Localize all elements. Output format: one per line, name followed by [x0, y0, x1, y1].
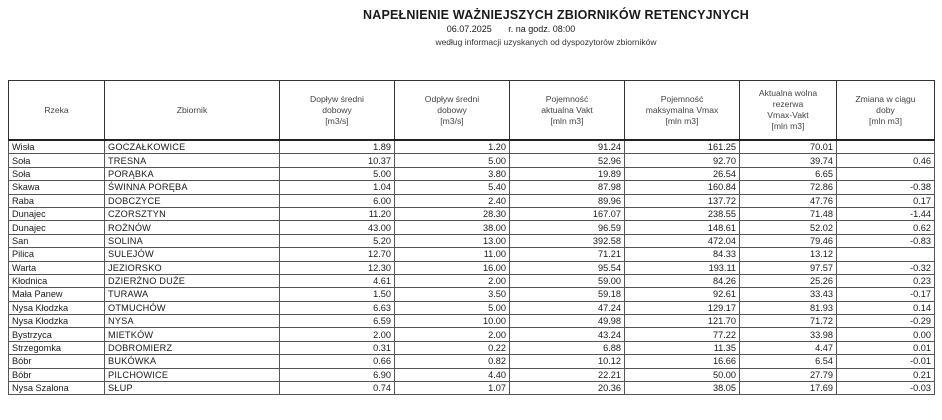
cell-vmax: 161.25 — [625, 140, 740, 154]
cell-rezerwa: 17.69 — [740, 382, 837, 395]
table-row — [9, 341, 935, 354]
cell-zbiornik: OTMUCHÓW — [105, 301, 280, 314]
cell-zbiornik: DOBROMIERZ — [105, 341, 280, 354]
report-time: r. na godz. 08:00 — [508, 24, 576, 34]
column-header-vakt — [510, 81, 625, 141]
cell-rezerwa: 79.46 — [740, 234, 837, 247]
cell-rzeka: Nysa Kłodzka — [9, 315, 105, 328]
cell-zmiana: -0.32 — [837, 261, 935, 274]
cell-vakt: 10.12 — [510, 355, 625, 368]
cell-rezerwa: 47.76 — [740, 194, 837, 207]
cell-vmax: 11.35 — [625, 341, 740, 354]
column-header-line: [mln m3] — [550, 115, 584, 126]
cell-zbiornik: TRESNA — [105, 154, 280, 167]
cell-zmiana: 0.21 — [837, 368, 935, 381]
cell-rzeka: Soła — [9, 167, 105, 180]
cell-doplyw: 0.66 — [280, 355, 395, 368]
cell-vmax: 121.70 — [625, 315, 740, 328]
table-row — [9, 167, 935, 180]
cell-doplyw: 5.00 — [280, 167, 395, 180]
cell-vakt: 95.54 — [510, 261, 625, 274]
column-header-odplyw — [395, 81, 510, 141]
cell-odplyw: 0.82 — [395, 355, 510, 368]
cell-vmax: 129.17 — [625, 301, 740, 314]
cell-odplyw: 16.00 — [395, 261, 510, 274]
cell-vakt: 20.36 — [510, 382, 625, 395]
document-header — [0, 8, 942, 47]
table-row — [9, 181, 935, 194]
column-header-line: Zbiornik — [176, 104, 208, 115]
table-row — [9, 274, 935, 287]
table-row — [9, 261, 935, 274]
cell-zmiana: 0.23 — [837, 274, 935, 287]
cell-rezerwa: 13.12 — [740, 248, 837, 261]
cell-vmax: 77.22 — [625, 328, 740, 341]
cell-odplyw: 4.40 — [395, 368, 510, 381]
cell-vakt: 91.24 — [510, 140, 625, 154]
cell-zmiana — [837, 248, 935, 261]
column-header-line: aktualna Vakt — [541, 104, 593, 115]
cell-doplyw: 4.61 — [280, 274, 395, 287]
cell-zbiornik: ŚWINNA PORĘBA — [105, 181, 280, 194]
column-header-line: [m3/s] — [440, 115, 464, 126]
column-header-line: rezerwa — [772, 99, 804, 109]
cell-rezerwa: 71.48 — [740, 207, 837, 220]
cell-vakt: 22.21 — [510, 368, 625, 381]
cell-vakt: 59.00 — [510, 274, 625, 287]
cell-rzeka: Kłodnica — [9, 274, 105, 287]
column-header-rzeka — [9, 81, 105, 141]
table-row — [9, 140, 935, 154]
cell-rzeka: Pilica — [9, 248, 105, 261]
cell-rzeka: Bystrzyca — [9, 328, 105, 341]
cell-odplyw: 10.00 — [395, 315, 510, 328]
cell-vmax: 472.04 — [625, 234, 740, 247]
column-header-line: Pojemność — [660, 93, 704, 104]
cell-rzeka: Skawa — [9, 181, 105, 194]
column-header-line: Pojemność — [545, 93, 589, 104]
cell-rezerwa: 33.98 — [740, 328, 837, 341]
cell-odplyw: 28.30 — [395, 207, 510, 220]
column-header-line: dobowy — [437, 104, 467, 115]
cell-doplyw: 1.89 — [280, 140, 395, 154]
cell-odplyw: 13.00 — [395, 234, 510, 247]
cell-rzeka: Nysa Kłodzka — [9, 301, 105, 314]
document-title: NAPEŁNIENIE WAŻNIEJSZYCH ZBIORNIKÓW RETENCYJNYCH — [362, 8, 750, 22]
table-row — [9, 288, 935, 301]
cell-zmiana: -0.83 — [837, 234, 935, 247]
cell-vmax: 148.61 — [625, 221, 740, 234]
cell-vakt: 59.18 — [510, 288, 625, 301]
cell-vakt: 89.96 — [510, 194, 625, 207]
cell-rzeka: Nysa Szalona — [9, 382, 105, 395]
cell-zmiana: -0.38 — [837, 181, 935, 194]
cell-zbiornik: CZORSZTYN — [105, 207, 280, 220]
cell-vakt: 43.24 — [510, 328, 625, 341]
cell-odplyw: 0.22 — [395, 341, 510, 354]
column-header-zbiornik — [105, 81, 280, 141]
cell-zbiornik: SULEJÓW — [105, 248, 280, 261]
cell-doplyw: 2.00 — [280, 328, 395, 341]
cell-rezerwa: 70.01 — [740, 140, 837, 154]
cell-odplyw: 3.80 — [395, 167, 510, 180]
cell-rzeka: Raba — [9, 194, 105, 207]
cell-zbiornik: PORĄBKA — [105, 167, 280, 180]
table-row — [9, 234, 935, 247]
column-header-rezerwa — [740, 81, 837, 141]
cell-odplyw: 5.00 — [395, 301, 510, 314]
cell-zmiana: -0.03 — [837, 382, 935, 395]
reservoir-table — [8, 80, 935, 395]
cell-vmax: 193.11 — [625, 261, 740, 274]
column-header-line: Dopływ średni — [310, 93, 364, 104]
cell-zbiornik: ROŻNÓW — [105, 221, 280, 234]
table-row — [9, 382, 935, 395]
cell-rzeka: Wisła — [9, 140, 105, 154]
cell-zmiana: 0.00 — [837, 328, 935, 341]
cell-zbiornik: JEZIORSKO — [105, 261, 280, 274]
cell-rzeka: Bóbr — [9, 368, 105, 381]
cell-rezerwa: 39.74 — [740, 154, 837, 167]
cell-doplyw: 5.20 — [280, 234, 395, 247]
column-header-line: Odpływ średni — [424, 93, 480, 104]
cell-vakt: 52.96 — [510, 154, 625, 167]
cell-doplyw: 12.70 — [280, 248, 395, 261]
cell-rzeka: Strzegomka — [9, 341, 105, 354]
cell-vmax: 160.84 — [625, 181, 740, 194]
report-date: 06.07.2025 — [446, 24, 492, 34]
table-row — [9, 368, 935, 381]
cell-zbiornik: SOLINA — [105, 234, 280, 247]
cell-vmax: 16.66 — [625, 355, 740, 368]
cell-vakt: 71.21 — [510, 248, 625, 261]
cell-vakt: 167.07 — [510, 207, 625, 220]
cell-odplyw: 2.40 — [395, 194, 510, 207]
cell-rezerwa: 81.93 — [740, 301, 837, 314]
table-row — [9, 248, 935, 261]
cell-doplyw: 0.31 — [280, 341, 395, 354]
cell-doplyw: 11.20 — [280, 207, 395, 220]
cell-odplyw: 11.00 — [395, 248, 510, 261]
table-row — [9, 355, 935, 368]
table-row — [9, 328, 935, 341]
cell-zbiornik: NYSA — [105, 315, 280, 328]
cell-zbiornik: TURAWA — [105, 288, 280, 301]
cell-odplyw: 2.00 — [395, 328, 510, 341]
cell-zmiana: -0.17 — [837, 288, 935, 301]
cell-zbiornik: PILCHOWICE — [105, 368, 280, 381]
cell-vakt: 47.24 — [510, 301, 625, 314]
cell-vmax: 137.72 — [625, 194, 740, 207]
cell-zmiana: -0.29 — [837, 315, 935, 328]
table-row — [9, 194, 935, 207]
cell-zbiornik: MIETKÓW — [105, 328, 280, 341]
cell-doplyw: 1.04 — [280, 181, 395, 194]
cell-doplyw: 12.30 — [280, 261, 395, 274]
table-row — [9, 301, 935, 314]
cell-doplyw: 10.37 — [280, 154, 395, 167]
cell-rzeka: San — [9, 234, 105, 247]
cell-doplyw: 6.00 — [280, 194, 395, 207]
cell-doplyw: 1.50 — [280, 288, 395, 301]
table-row — [9, 154, 935, 167]
cell-rezerwa: 27.79 — [740, 368, 837, 381]
cell-vmax: 84.33 — [625, 248, 740, 261]
cell-odplyw: 1.07 — [395, 382, 510, 395]
table-body — [9, 140, 935, 395]
cell-odplyw: 1.20 — [395, 140, 510, 154]
cell-vakt: 49.98 — [510, 315, 625, 328]
cell-zmiana: 0.01 — [837, 341, 935, 354]
cell-odplyw: 5.00 — [395, 154, 510, 167]
cell-rzeka: Soła — [9, 154, 105, 167]
cell-zbiornik: GOCZAŁKOWICE — [105, 140, 280, 154]
cell-rezerwa: 97.57 — [740, 261, 837, 274]
table-row — [9, 221, 935, 234]
column-header-line: Zmiana w ciągu — [855, 93, 916, 104]
cell-vmax: 38.05 — [625, 382, 740, 395]
column-header-line: Vmax-Vakt — [767, 110, 809, 120]
cell-odplyw: 2.00 — [395, 274, 510, 287]
cell-vmax: 26.54 — [625, 167, 740, 180]
column-header-doplyw — [280, 81, 395, 141]
cell-vakt: 96.59 — [510, 221, 625, 234]
cell-vakt: 6.88 — [510, 341, 625, 354]
cell-vmax: 84.26 — [625, 274, 740, 287]
table-header-row — [9, 81, 935, 141]
cell-zbiornik: BUKÓWKA — [105, 355, 280, 368]
column-header-line: Aktualna wolna — [758, 88, 818, 98]
column-header-line: dobowy — [322, 104, 352, 115]
cell-vmax: 92.61 — [625, 288, 740, 301]
column-header-line: [mln m3] — [869, 115, 902, 126]
cell-rezerwa: 4.47 — [740, 341, 837, 354]
table-row — [9, 207, 935, 220]
cell-zmiana: -0.01 — [837, 355, 935, 368]
cell-doplyw: 6.90 — [280, 368, 395, 381]
date-line — [80, 24, 942, 34]
cell-zmiana: 0.17 — [837, 194, 935, 207]
cell-zbiornik: DZIERŻNO DUŻE — [105, 274, 280, 287]
table-row — [9, 315, 935, 328]
cell-rezerwa: 52.02 — [740, 221, 837, 234]
cell-vmax: 238.55 — [625, 207, 740, 220]
cell-doplyw: 6.63 — [280, 301, 395, 314]
source-note: według informacji uzyskanych od dyspozytorów zbiorników — [435, 37, 657, 47]
column-header-line: maksymalna Vmax — [645, 104, 719, 115]
cell-rezerwa: 33.43 — [740, 288, 837, 301]
column-header-line: [mln m3] — [771, 121, 805, 131]
column-header-vmax — [625, 81, 740, 141]
cell-zbiornik: DOBCZYCE — [105, 194, 280, 207]
cell-vmax: 50.00 — [625, 368, 740, 381]
cell-zmiana: 0.14 — [837, 301, 935, 314]
cell-odplyw: 5.40 — [395, 181, 510, 194]
cell-zmiana: 0.62 — [837, 221, 935, 234]
cell-zbiornik: SŁUP — [105, 382, 280, 395]
cell-vakt: 87.98 — [510, 181, 625, 194]
cell-rezerwa: 6.65 — [740, 167, 837, 180]
column-header-line: [mln m3] — [665, 115, 699, 126]
cell-rzeka: Warta — [9, 261, 105, 274]
cell-rzeka: Dunajec — [9, 207, 105, 220]
cell-vakt: 19.89 — [510, 167, 625, 180]
cell-vmax: 92.70 — [625, 154, 740, 167]
column-header-line: doby — [876, 104, 895, 115]
cell-zmiana: 0.46 — [837, 154, 935, 167]
column-header-line: Rzeka — [44, 104, 69, 115]
cell-rzeka: Dunajec — [9, 221, 105, 234]
column-header-zmiana — [837, 81, 935, 141]
cell-vakt: 392.58 — [510, 234, 625, 247]
cell-doplyw: 0.74 — [280, 382, 395, 395]
cell-rezerwa: 6.54 — [740, 355, 837, 368]
cell-odplyw: 3.50 — [395, 288, 510, 301]
cell-rzeka: Bóbr — [9, 355, 105, 368]
cell-zmiana: -1.44 — [837, 207, 935, 220]
cell-doplyw: 43.00 — [280, 221, 395, 234]
cell-zmiana — [837, 167, 935, 180]
cell-rezerwa: 72.86 — [740, 181, 837, 194]
cell-odplyw: 38.00 — [395, 221, 510, 234]
cell-rezerwa: 71.72 — [740, 315, 837, 328]
column-header-line: [m3/s] — [325, 115, 349, 126]
cell-doplyw: 6.59 — [280, 315, 395, 328]
cell-rzeka: Mała Panew — [9, 288, 105, 301]
cell-rezerwa: 25.26 — [740, 274, 837, 287]
cell-zmiana — [837, 140, 935, 154]
